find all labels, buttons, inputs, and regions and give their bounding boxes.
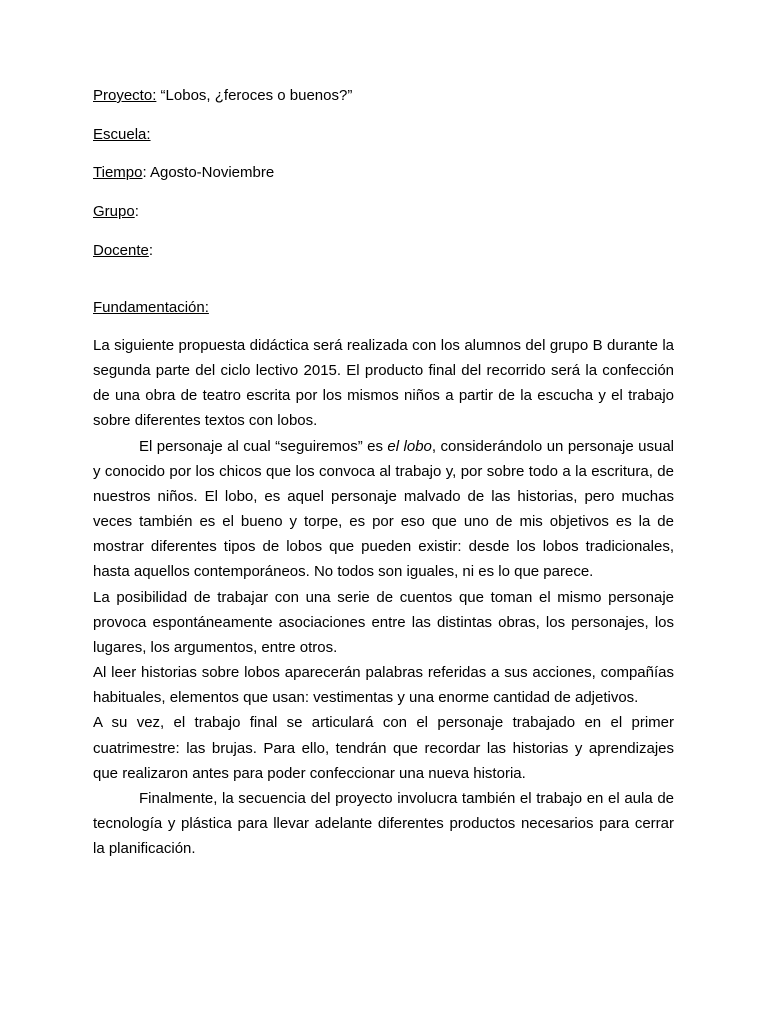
field-grupo (93, 202, 139, 222)
paragraph-2-start: El personaje al cual “seguiremos” es (139, 437, 388, 455)
paragraph-5: A su vez, el trabajo final se articulará con el personaje trabajado en el primer cuatrimestre: las brujas. Para ello, tendrán que recordar las historias y aprendizajes que realizaron antes para poder confeccionar una nueva historia. (93, 714, 674, 782)
field-escuela (93, 125, 151, 145)
field-tiempo-value: : Agosto-Noviembre (142, 164, 275, 181)
field-proyecto (93, 86, 352, 106)
paragraph-6: Finalmente, la secuencia del proyecto involucra también el trabajo en el aula de tecnología y plástica para llevar adelante diferentes productos necesarios para cerrar la planificación. (93, 789, 674, 858)
field-docente (93, 241, 153, 261)
paragraph-3: La posibilidad de trabajar con una serie de cuentos que toman el mismo personaje provoca espontáneamente asociaciones entre las distintas obras, los personajes, los lugares, los argumentos, entre otros. (93, 588, 674, 656)
field-escuela-label: Escuela: (93, 126, 151, 143)
field-docente-label: Docente (93, 242, 149, 259)
field-proyecto-value: “Lobos, ¿feroces o buenos?” (156, 87, 353, 104)
paragraph-1: La siguiente propuesta didáctica será realizada con los alumnos del grupo B durante la segunda parte del ciclo lectivo 2015. El producto final del recorrido será la confección de una obra de teatro escrita por los mismos niños a partir de la escucha y el trabajo sobre diferentes textos con lobos. (93, 337, 674, 430)
fundamentacion-body (93, 333, 674, 861)
paragraph-2 (93, 434, 674, 585)
paragraph-4: Al leer historias sobre lobos aparecerán palabras referidas a sus acciones, compañías habituales, elementos que usan: vestimentas y una enorme cantidad de adjetivos. (93, 664, 674, 707)
field-grupo-value: : (134, 203, 139, 220)
field-grupo-label: Grupo (93, 203, 135, 220)
paragraph-2-end: , considerándolo un personaje usual y conocido por los chicos que los convoca al trabajo y, por sobre todo a la escritura, de nuestros niños. El lobo, es aquel personaje malvado de las historias, pero muchas veces también es el bueno y torpe, es por eso que uno de mis objetivos es la de mostrar diferentes tipos de lobos que pueden existir: desde los lobos tradicionales, hasta aquellos contemporáneos. No todos son iguales, ni es lo que parece. (93, 437, 674, 581)
field-tiempo-label: Tiempo (93, 164, 143, 181)
field-proyecto-label: Proyecto: (93, 87, 157, 104)
field-tiempo (93, 163, 274, 183)
section-heading-fundamentacion: Fundamentación: (93, 299, 209, 316)
paragraph-2-emphasis: el lobo (387, 437, 432, 455)
field-docente-value: : (148, 242, 154, 259)
